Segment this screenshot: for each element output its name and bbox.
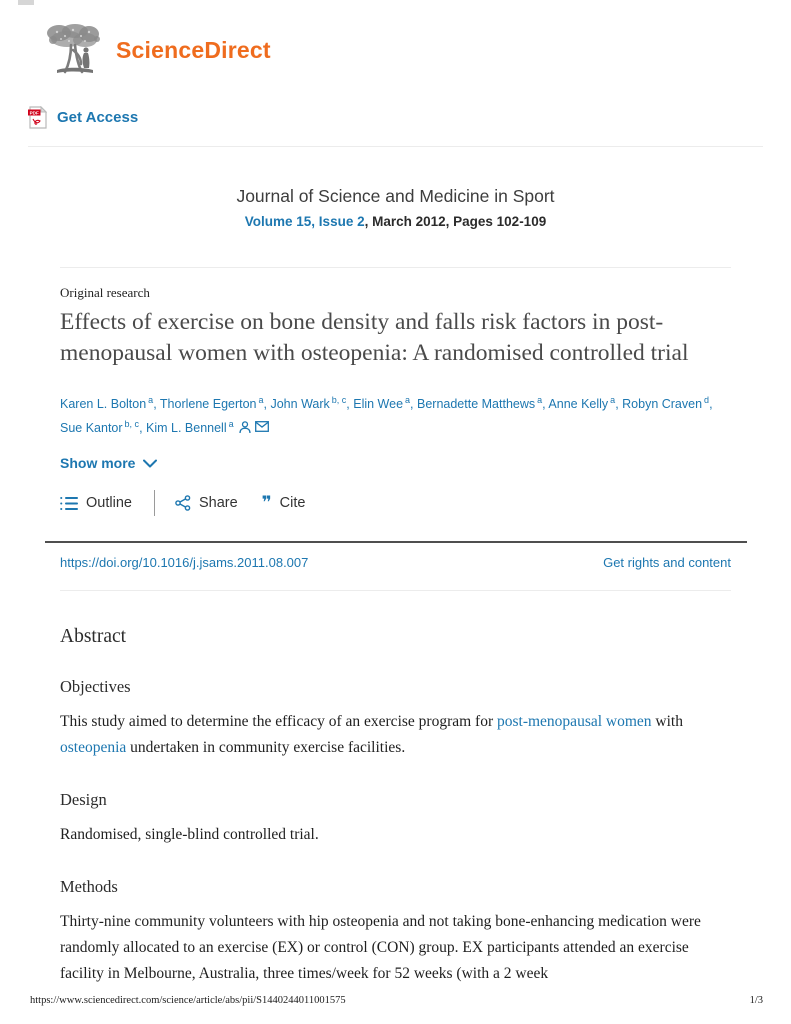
journal-header	[0, 186, 791, 229]
divider	[28, 146, 763, 147]
outline-label: Outline	[86, 495, 132, 512]
author-link[interactable]: Bernadette Matthews $^a$	[417, 395, 543, 412]
objectives-text: This study aimed to determine the efficacy of an exercise program for post-menopausal women with osteopenia undertaken in community exercise facilities.	[60, 713, 683, 756]
author-link[interactable]: Anne Kelly $^a$	[548, 395, 616, 412]
footer-url: https://www.sciencedirect.com/science/article/abs/pii/S1440244011001575	[30, 995, 346, 1006]
doi-row	[60, 555, 731, 570]
share-icon	[175, 495, 191, 511]
doi-link[interactable]: https://doi.org/10.1016/j.jsams.2011.08.007	[60, 555, 309, 570]
section-divider-dark	[45, 541, 747, 543]
cite-quote-icon: ❞	[261, 492, 272, 513]
cite-label: Cite	[279, 495, 306, 512]
design-text: Randomised, single-blind controlled trial.	[60, 826, 319, 843]
footer-page-indicator: 1/3	[749, 995, 763, 1006]
share-label: Share	[198, 495, 238, 512]
objectives-heading: Objectives	[60, 677, 131, 696]
rights-link[interactable]: Get rights and content	[603, 555, 731, 570]
author-link[interactable]: Robyn Craven $^d$	[622, 395, 710, 412]
article-title: Effects of exercise on bone density and falls risk factors in post-menopausal women with osteopenia: A randomised controlled trial	[60, 309, 689, 366]
author-link[interactable]: Elin Wee $^a$	[353, 395, 411, 412]
abstract-heading: Abstract	[60, 626, 127, 647]
journal-title[interactable]: Journal of Science and Medicine in Sport	[236, 186, 555, 206]
print-artifact	[18, 0, 34, 5]
topic-link[interactable]: osteopenia	[60, 739, 127, 756]
author-link[interactable]: Sue Kantor $^{b, c}$	[60, 419, 140, 436]
brand-header	[45, 24, 271, 76]
methods-heading: Methods	[60, 877, 118, 896]
svg-text:PDF: PDF	[29, 110, 39, 116]
divider	[60, 590, 731, 591]
toolbar-separator	[154, 490, 155, 516]
elsevier-tree-logo	[45, 24, 101, 76]
chevron-down-icon	[143, 459, 157, 468]
article-toolbar	[60, 490, 731, 516]
issue-info: , March 2012, Pages 102-109	[364, 214, 547, 229]
author-link[interactable]: Thorlene Egerton $^a$	[159, 395, 264, 412]
topic-link[interactable]: post-menopausal women	[497, 713, 652, 730]
sciencedirect-wordmark[interactable]: ScienceDirect	[116, 36, 271, 63]
get-access-button[interactable]	[28, 106, 138, 129]
divider	[60, 267, 731, 268]
journal-issue-line	[0, 214, 791, 229]
share-button[interactable]	[175, 495, 238, 511]
author-list: Karen L. Bolton $^a$, Thorlene Egerton $^a$, John Wark $^{b, c}$, Elin Wee $^a$, Bernadette Matthews $^a$, Anne Kelly $^a$, Robyn Craven $^d$, Sue Kantor $^{b, c}$, Kim L. Bennell $^a$	[60, 395, 713, 436]
design-heading: Design	[60, 790, 107, 809]
cite-button[interactable]	[261, 492, 306, 513]
get-access-label: Get Access	[57, 109, 139, 126]
outline-list-icon	[60, 496, 78, 511]
pdf-icon	[28, 106, 47, 129]
author-link[interactable]: John Wark $^{b, c}$	[270, 395, 347, 412]
show-more-button[interactable]	[60, 455, 157, 471]
article-head	[60, 285, 731, 516]
envelope-icon[interactable]	[255, 421, 269, 432]
article-category: Original research	[60, 285, 150, 300]
outline-button[interactable]	[60, 495, 132, 511]
person-icon	[239, 421, 251, 434]
author-link[interactable]: Karen L. Bolton $^a$	[60, 395, 154, 412]
abstract-section	[60, 626, 731, 987]
volume-issue-link[interactable]: Volume 15, Issue 2	[244, 214, 365, 229]
print-footer	[30, 995, 763, 1006]
show-more-label: Show more	[60, 455, 136, 472]
author-link[interactable]: Kim L. Bennell $^a$	[146, 419, 234, 436]
methods-text: Thirty-nine community volunteers with hip osteopenia and not taking bone-enhancing medication were randomly allocated to an exercise (EX) or control (CON) group. EX participants attended an exercise facility in Melbourne, Australia, three times/week for 52 weeks (with a 2 week	[60, 913, 701, 982]
